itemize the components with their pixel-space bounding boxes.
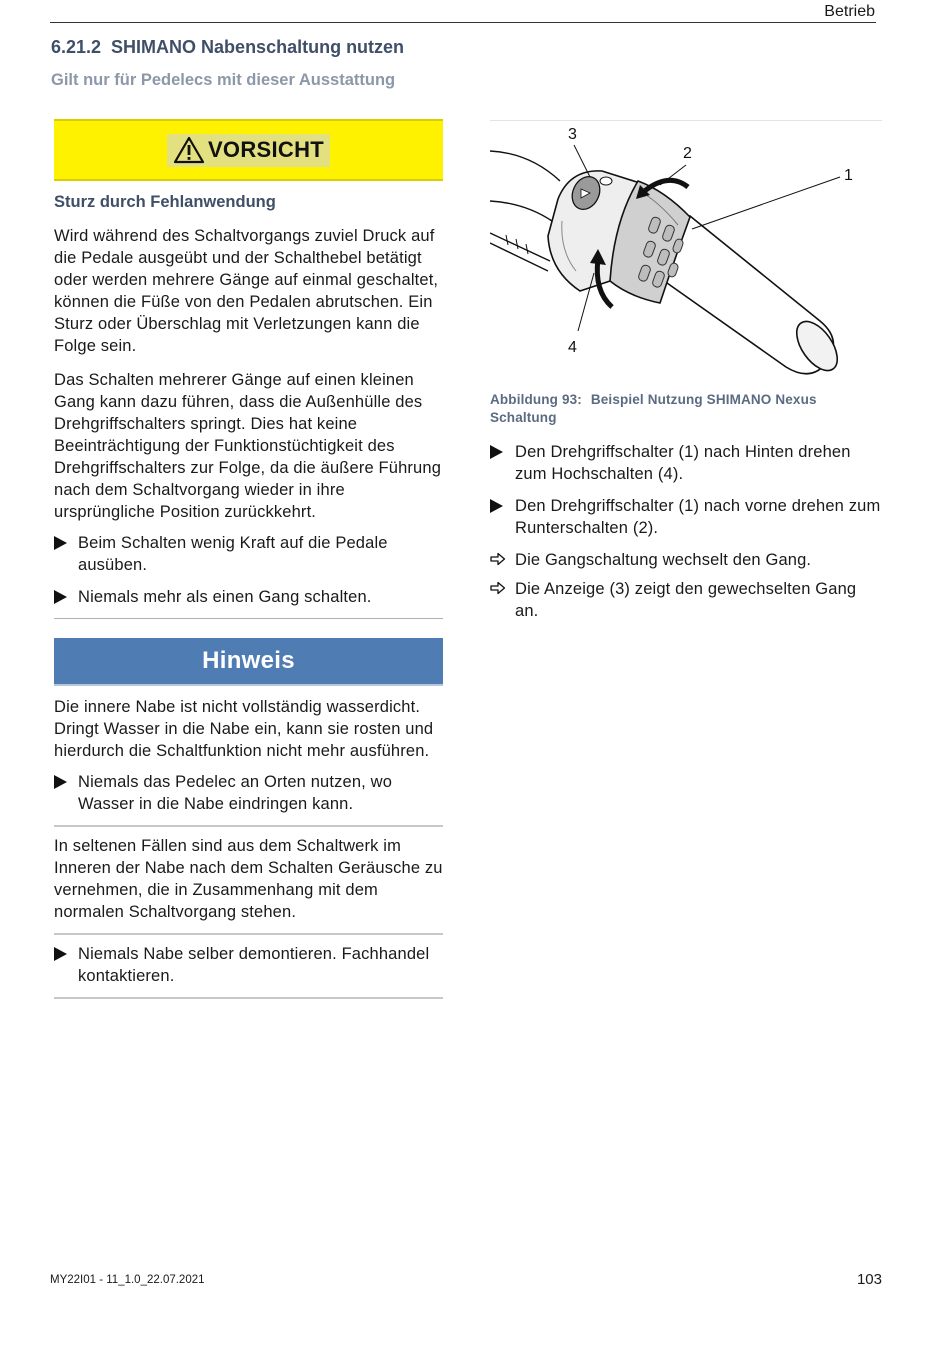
action-arrow-icon: [54, 590, 67, 604]
notice-label: Hinweis: [202, 647, 295, 674]
list-item: [490, 441, 882, 485]
warning-end-divider: [54, 618, 443, 619]
warning-subtitle: Sturz durch Fehlanwendung: [54, 193, 276, 211]
section-title-text: SHIMANO Nabenschaltung nutzen: [111, 37, 405, 57]
header-divider: [50, 22, 876, 23]
callout-2: 2: [683, 145, 692, 162]
list-item: [490, 549, 882, 571]
list-item: [54, 586, 443, 608]
section-title: [51, 37, 404, 58]
right-column: [490, 120, 882, 629]
figure-caption: [490, 391, 882, 427]
action-text: Beim Schalten wenig Kraft auf die Pedale ausüben.: [78, 534, 388, 574]
warning-paragraph: Wird während des Schaltvorgangs zuviel Druck auf die Pedale ausgeübt und der Schalthebel betätigt oder werden mehrere Gänge auf einmal geschaltet, können die Füße von den Pedalen abrutschen. Ein Sturz oder Überschlag mit Verletzungen kann die Folge sein.: [54, 227, 439, 355]
warning-triangle-icon: [173, 136, 205, 164]
notice-paragraph: In seltenen Fällen sind aus dem Schaltwerk im Inneren der Nabe nach dem Schalten Geräusche zu vernehmen, die in Zusammenhang mit dem normalen Schaltvorgang stehen.: [54, 837, 443, 921]
section-subtitle: Gilt nur für Pedelecs mit dieser Ausstattung: [51, 71, 396, 89]
action-arrow-icon: [490, 499, 503, 513]
result-text: Die Gangschaltung wechselt den Gang.: [515, 551, 812, 569]
footer-doc-id: MY22I01 - 11_1.0_22.07.2021: [50, 1274, 205, 1286]
notice-action-list: [54, 943, 443, 987]
list-item: [490, 578, 882, 622]
action-text: Niemals Nabe selber demontieren. Fachhandel kontaktieren.: [78, 945, 430, 985]
footer-page-number: 103: [856, 1271, 882, 1288]
notice-divider: [54, 933, 443, 935]
header-section-label: Betrieb: [824, 3, 875, 20]
action-text: Niemals das Pedelec an Orten nutzen, wo Wasser in die Nabe eindringen kann.: [78, 773, 393, 813]
left-column: [54, 119, 443, 999]
figure-caption-text: Beispiel Nutzung SHIMANO Nexus Schaltung: [490, 392, 817, 425]
list-item: [490, 495, 882, 539]
action-arrow-icon: [490, 445, 503, 459]
section-number: 6.21.2: [51, 37, 102, 57]
action-text: Den Drehgriffschalter (1) nach vorne drehen zum Runterschalten (2).: [515, 497, 881, 537]
result-arrow-icon: [490, 581, 506, 595]
warning-badge: [167, 134, 330, 167]
notice-header: [54, 638, 443, 686]
notice-action-list: [54, 771, 443, 815]
instruction-list: [490, 441, 882, 622]
callout-4: 4: [568, 339, 577, 356]
action-arrow-icon: [54, 775, 67, 789]
result-text: Die Anzeige (3) zeigt den gewechselten Gang an.: [515, 580, 857, 620]
list-item: [54, 771, 443, 815]
notice-end-divider: [54, 997, 443, 999]
callout-1: 1: [844, 167, 853, 184]
warning-label: VORSICHT: [207, 136, 325, 162]
action-arrow-icon: [54, 536, 67, 550]
grip-shifter-illustration: [490, 121, 882, 383]
notice-divider: [54, 825, 443, 827]
figure-grip-shifter: [490, 120, 882, 383]
action-arrow-icon: [54, 947, 67, 961]
notice-paragraph: Die innere Nabe ist nicht vollständig wasserdicht. Dringt Wasser in die Nabe ein, kann sie rosten und hierdurch die Schaltfunktion nicht mehr ausführen.: [54, 698, 434, 760]
figure-caption-label: Abbildung 93:: [490, 392, 582, 407]
warning-action-list: [54, 532, 443, 608]
result-arrow-icon: [490, 552, 506, 566]
callout-3: 3: [568, 126, 577, 143]
warning-paragraph: Das Schalten mehrerer Gänge auf einen kleinen Gang kann dazu führen, dass die Außenhülle des Drehgriffschalters springt. Dies hat keine Beeinträchtigung der Funktionstüchtigkeit des Drehgriffschalters zur Folge, da die äußere Führung nach dem Schaltvorgang wieder in ihre ursprüngliche Position zurückkehrt.: [54, 371, 442, 521]
action-text: Niemals mehr als einen Gang schalten.: [78, 588, 372, 606]
list-item: [54, 532, 443, 576]
action-text: Den Drehgriffschalter (1) nach Hinten drehen zum Hochschalten (4).: [515, 443, 851, 483]
warning-header: [54, 119, 443, 181]
list-item: [54, 943, 443, 987]
